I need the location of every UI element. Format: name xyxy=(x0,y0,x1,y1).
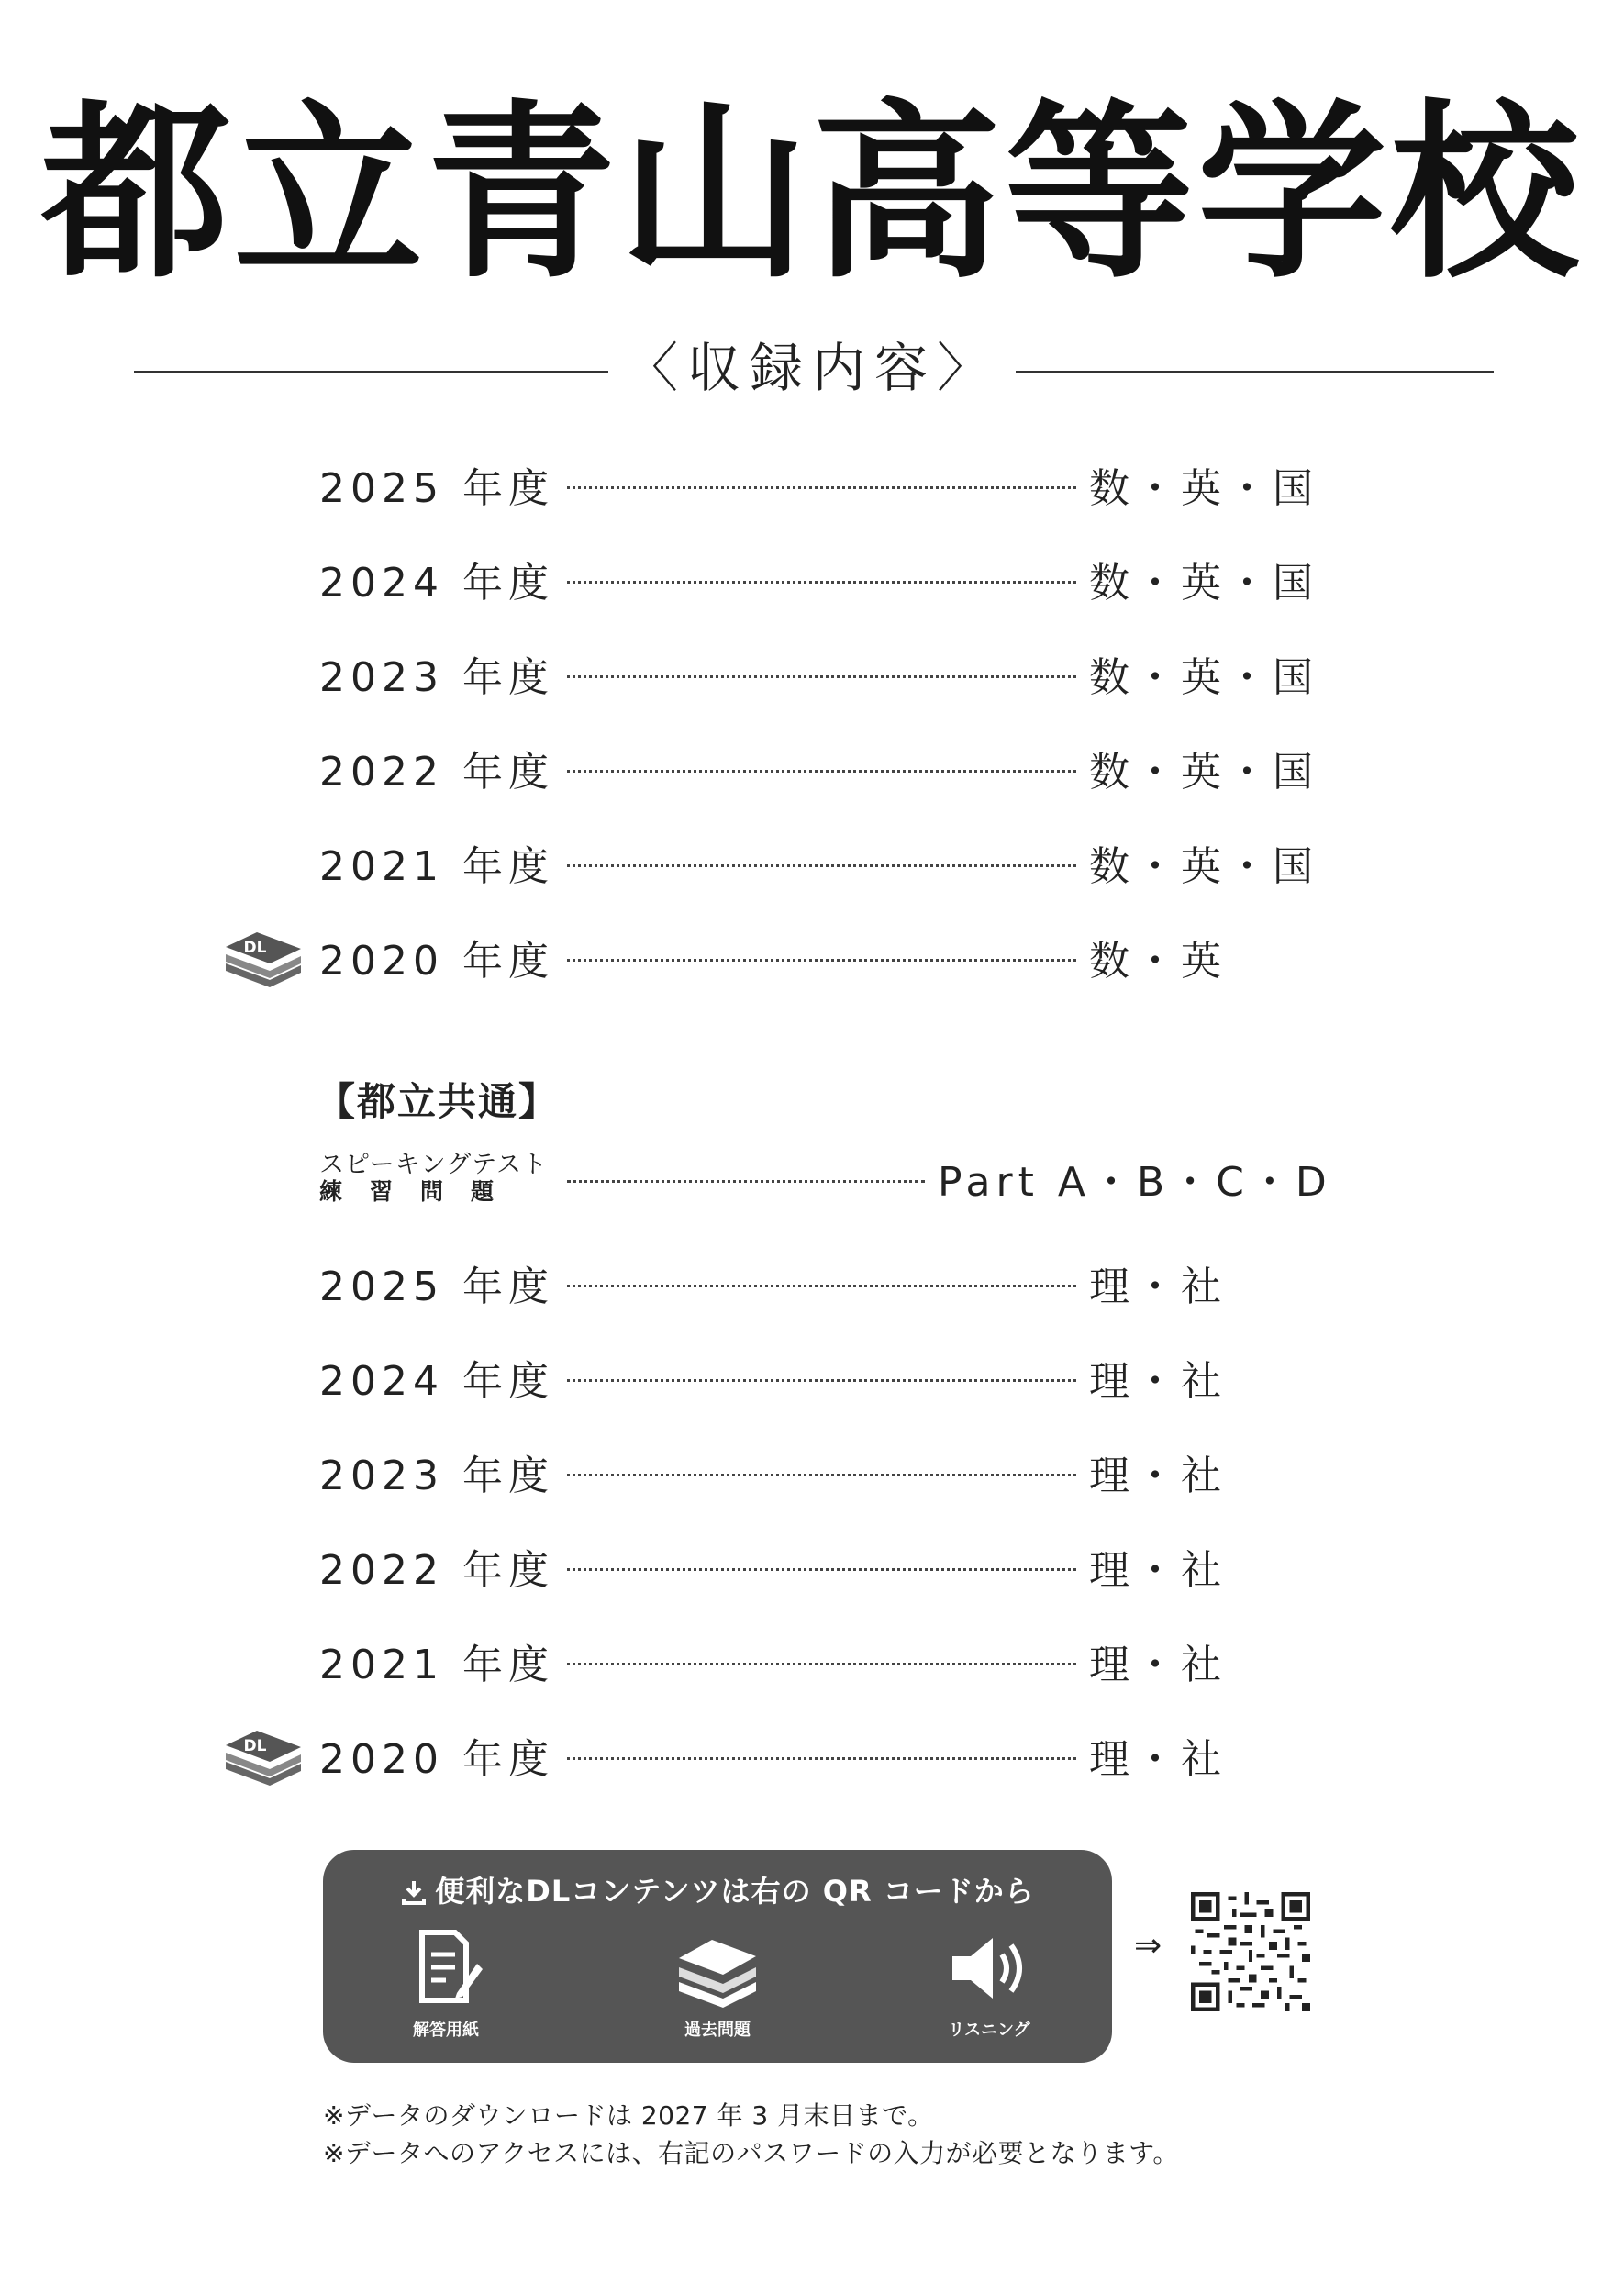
exam-year: 2021 年度 xyxy=(319,843,554,890)
exam-year: 2020 年度 xyxy=(319,1736,554,1783)
speaking-title-line2: 練習問題 xyxy=(319,1178,522,1206)
list-item[interactable] xyxy=(220,830,1385,895)
exam-year: 2023 年度 xyxy=(319,654,554,701)
list-item[interactable] xyxy=(220,925,1385,989)
qr-code-icon[interactable] xyxy=(1191,1892,1310,2011)
dl-slot xyxy=(220,1534,319,1598)
list-item[interactable] xyxy=(220,1345,1385,1409)
speaking-test-title xyxy=(319,1151,567,1206)
common-group-label: 【都立共通】 xyxy=(317,1079,560,1124)
exam-year: 2024 年度 xyxy=(319,560,554,607)
exam-subjects: 理・社 xyxy=(1089,1453,1227,1499)
dl-badge-text: DL xyxy=(243,939,267,957)
dot-leader xyxy=(567,486,1076,489)
dl-slot xyxy=(220,830,319,895)
exam-year: 2025 年度 xyxy=(319,1264,554,1310)
speaking-title-line1: スピーキングテスト xyxy=(319,1151,549,1180)
exam-subjects: 理・社 xyxy=(1089,1642,1227,1688)
dl-slot xyxy=(220,1146,319,1210)
exam-year: 2020 年度 xyxy=(319,938,554,985)
exam-subjects: 数・英 xyxy=(1089,938,1227,985)
dl-slot xyxy=(220,1251,319,1315)
list-item[interactable] xyxy=(220,547,1385,611)
exam-year: 2022 年度 xyxy=(319,749,554,796)
exam-year: 2023 年度 xyxy=(319,1453,554,1499)
dl-item-label: 過去問題 xyxy=(684,2021,751,2040)
dot-leader xyxy=(567,1663,1076,1665)
dl-item-listening[interactable] xyxy=(916,1927,1062,2041)
dl-slot[interactable] xyxy=(220,1723,319,1787)
exam-subjects: 数・英・国 xyxy=(1089,654,1318,701)
note-download-deadline: ※データのダウンロードは 2027 年 3 月末日まで。 xyxy=(323,2100,934,2131)
dot-leader xyxy=(567,959,1076,962)
list-item[interactable] xyxy=(220,452,1385,517)
dl-item-label: 解答用紙 xyxy=(413,2021,479,2040)
list-item[interactable] xyxy=(220,1440,1385,1504)
dl-panel-title xyxy=(323,1868,1112,1910)
dot-leader xyxy=(567,581,1076,584)
dl-badge-text: DL xyxy=(243,1737,267,1755)
dot-leader xyxy=(567,675,1076,678)
speaker-icon xyxy=(943,1927,1035,2010)
download-books-icon[interactable] xyxy=(217,1716,308,1789)
exam-subjects: 数・英・国 xyxy=(1089,843,1318,890)
note-password-required: ※データへのアクセスには、右記のパスワードの入力が必要となります。 xyxy=(323,2138,1179,2168)
dot-leader xyxy=(567,1180,925,1183)
list-item[interactable] xyxy=(220,1251,1385,1315)
dot-leader xyxy=(567,1285,1076,1287)
exam-year: 2025 年度 xyxy=(319,465,554,512)
dl-panel-title-text: 便利なDLコンテンツは右の QR コードから xyxy=(435,1874,1035,1909)
dl-slot xyxy=(220,1440,319,1504)
exam-year: 2021 年度 xyxy=(319,1642,554,1688)
list-item[interactable] xyxy=(220,1723,1385,1787)
dl-slot xyxy=(220,641,319,706)
speaking-parts: Part A・B・C・D xyxy=(938,1159,1332,1206)
dl-slot xyxy=(220,1629,319,1693)
dl-slot xyxy=(220,452,319,517)
dot-leader xyxy=(567,1568,1076,1571)
dot-leader xyxy=(567,1474,1076,1476)
speaking-test-row[interactable] xyxy=(220,1141,1385,1215)
arrow-to-qr: ⇒ xyxy=(1134,1927,1162,1965)
exam-year: 2022 年度 xyxy=(319,1547,554,1594)
download-icon xyxy=(400,1878,428,1906)
list-item[interactable] xyxy=(220,1534,1385,1598)
dl-item-past-exams[interactable] xyxy=(644,1927,791,2041)
exam-subjects: 理・社 xyxy=(1089,1736,1227,1783)
dl-item-answer-sheet[interactable] xyxy=(373,1927,519,2041)
dl-slot xyxy=(220,1345,319,1409)
exam-subjects: 理・社 xyxy=(1089,1264,1227,1310)
dl-slot xyxy=(220,736,319,800)
dl-slot xyxy=(220,547,319,611)
list-item[interactable] xyxy=(220,641,1385,706)
dot-leader xyxy=(567,1757,1076,1760)
books-icon xyxy=(672,1927,763,2010)
dot-leader xyxy=(567,770,1076,773)
dot-leader xyxy=(567,864,1076,867)
download-books-icon[interactable] xyxy=(217,918,308,991)
school-name-title: 都立青山高等学校 xyxy=(40,84,1583,304)
exam-subjects: 理・社 xyxy=(1089,1547,1227,1594)
dl-slot[interactable] xyxy=(220,925,319,989)
exam-subjects: 数・英・国 xyxy=(1089,465,1318,512)
contents-heading: 〈収録内容〉 xyxy=(0,341,1624,395)
exam-subjects: 数・英・国 xyxy=(1089,749,1318,796)
exam-year: 2024 年度 xyxy=(319,1358,554,1405)
list-item[interactable] xyxy=(220,1629,1385,1693)
dl-contents-panel[interactable] xyxy=(323,1850,1112,2063)
exam-subjects: 理・社 xyxy=(1089,1358,1227,1405)
dot-leader xyxy=(567,1379,1076,1382)
list-item[interactable] xyxy=(220,736,1385,800)
document-edit-icon xyxy=(409,1927,483,2010)
exam-subjects: 数・英・国 xyxy=(1089,560,1318,607)
dl-item-label: リスニング xyxy=(948,2021,1030,2040)
